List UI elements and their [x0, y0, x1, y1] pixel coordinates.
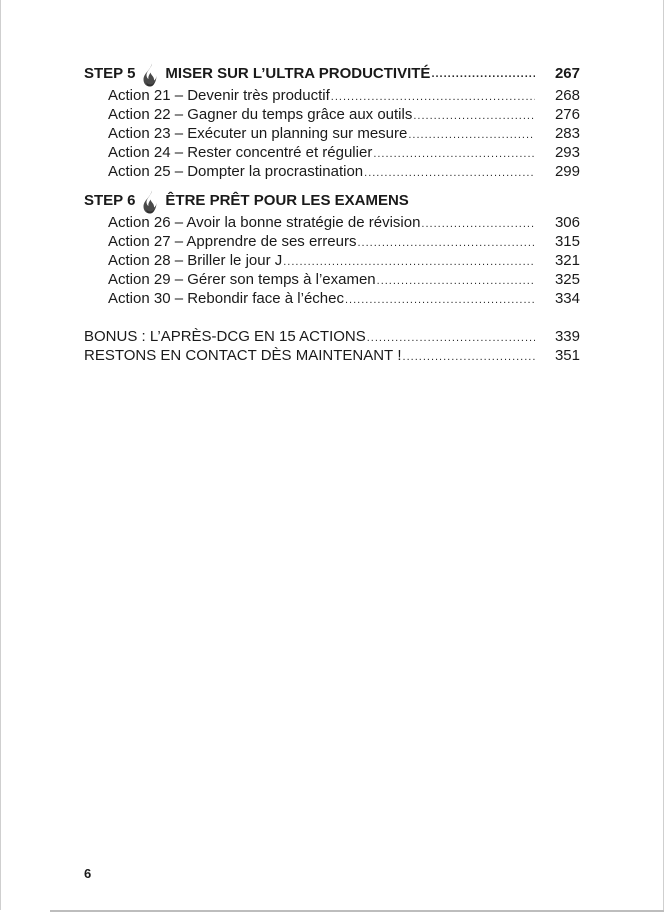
- flame-icon: [142, 190, 158, 214]
- toc-entry-action-23[interactable]: [84, 124, 580, 143]
- toc-step-5[interactable]: [84, 62, 580, 86]
- toc-entry-action-24[interactable]: [84, 143, 580, 162]
- toc-entry-label: Action 27 – Apprendre de ses erreurs: [108, 233, 357, 250]
- toc-entry-label: BONUS : L’APRÈS-DCG EN 15 ACTIONS: [84, 328, 366, 345]
- dot-leader: [408, 126, 535, 145]
- toc-entry-action-29[interactable]: [84, 270, 580, 289]
- toc-page-number: 276: [554, 106, 580, 123]
- dot-leader: [357, 234, 535, 253]
- toc-page-number: 334: [554, 290, 580, 307]
- toc-page-number: 293: [554, 144, 580, 161]
- toc-entry-bonus[interactable]: [84, 327, 580, 346]
- toc-entry-label: Action 22 – Gagner du temps grâce aux outils: [108, 106, 413, 123]
- toc-step-6[interactable]: [84, 189, 580, 213]
- dot-leader: [403, 348, 535, 367]
- toc-entry-label: Action 24 – Rester concentré et régulier: [108, 144, 373, 161]
- step-number: STEP 5: [84, 65, 136, 82]
- dot-leader: [373, 145, 535, 164]
- dot-leader: [431, 62, 535, 86]
- toc-entry-label: Action 26 – Avoir la bonne stratégie de révision: [108, 214, 421, 231]
- step-heading: [84, 189, 409, 213]
- toc-page-number: 283: [554, 125, 580, 142]
- dot-leader: [413, 107, 535, 126]
- toc-entry-label: Action 28 – Briller le jour J: [108, 252, 283, 269]
- toc-entry-label: Action 25 – Dompter la procrastination: [108, 163, 364, 180]
- toc-entry-label: Action 29 – Gérer son temps à l’examen: [108, 271, 376, 288]
- toc-page-number: 351: [554, 347, 580, 364]
- toc-entry-action-25[interactable]: [84, 162, 580, 181]
- step-heading: [84, 62, 430, 86]
- flame-icon: [142, 63, 158, 87]
- toc-page-number: 267: [554, 65, 580, 82]
- toc-entry-label: RESTONS EN CONTACT DÈS MAINTENANT !: [84, 347, 402, 364]
- toc-page-number: 306: [554, 214, 580, 231]
- toc-entry-action-21[interactable]: [84, 86, 580, 105]
- toc-page-number: 299: [554, 163, 580, 180]
- dot-leader: [364, 164, 535, 183]
- toc-entry-action-28[interactable]: [84, 251, 580, 270]
- toc-entry-label: Action 21 – Devenir très productif: [108, 87, 330, 104]
- spacer: [84, 308, 580, 327]
- toc-entry-action-26[interactable]: [84, 213, 580, 232]
- toc-entry-action-27[interactable]: [84, 232, 580, 251]
- toc-page-number: 321: [554, 252, 580, 269]
- toc-entry-action-22[interactable]: [84, 105, 580, 124]
- toc-entry-action-30[interactable]: [84, 289, 580, 308]
- step-number: STEP 6: [84, 192, 136, 209]
- toc-page-number: 339: [554, 328, 580, 345]
- toc-entry-contact[interactable]: [84, 346, 580, 365]
- dot-leader: [421, 215, 535, 234]
- table-of-contents: [84, 62, 580, 365]
- toc-entry-label: Action 30 – Rebondir face à l’échec: [108, 290, 344, 307]
- dot-leader: [377, 272, 535, 291]
- toc-page-number: 325: [554, 271, 580, 288]
- toc-page-number: 315: [554, 233, 580, 250]
- toc-page-number: 268: [554, 87, 580, 104]
- dot-leader: [345, 291, 535, 310]
- page-number: 6: [84, 866, 92, 881]
- step-title: ÊTRE PRÊT POUR LES EXAMENS: [165, 192, 409, 209]
- toc-entry-label: Action 23 – Exécuter un planning sur mesure: [108, 125, 408, 142]
- step-title: MISER SUR L’ULTRA PRODUCTIVITÉ: [165, 65, 431, 82]
